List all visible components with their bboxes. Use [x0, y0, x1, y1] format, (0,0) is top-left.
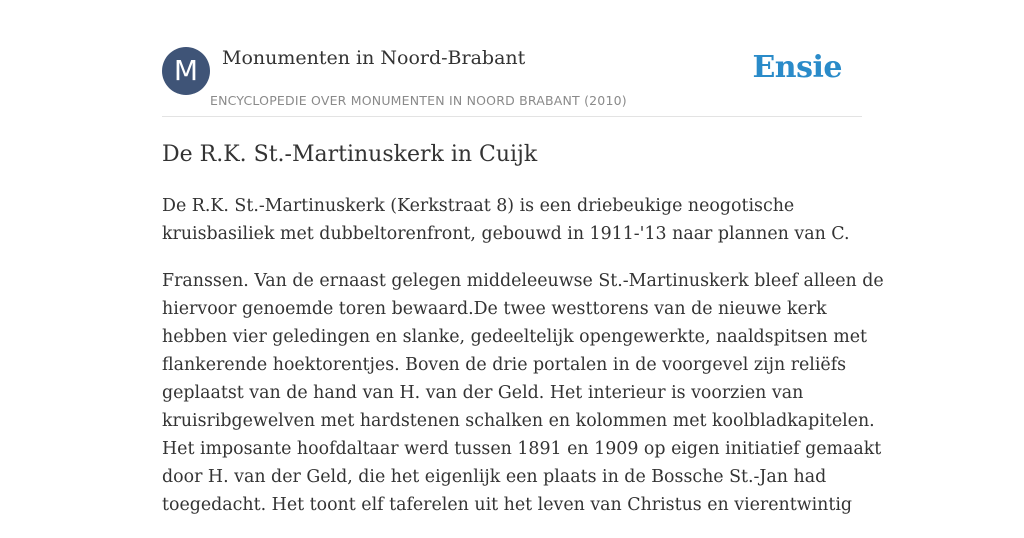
article-paragraph: [162, 267, 884, 519]
paragraph-line: Het imposante hoofdaltaar werd tussen 1891 en 1909 op eigen initiatief gemaakt: [162, 439, 882, 459]
ensie-logo[interactable]: Ensie: [752, 50, 842, 85]
paragraph-line: flankerende hoektorentjes. Boven de drie portalen in de voorgevel zijn reliëfs: [162, 355, 847, 375]
paragraph-line: geplaatst van de hand van H. van der Geld. Het interieur is voorzien van: [162, 383, 804, 403]
paragraph-line: Franssen. Van de ernaast gelegen middeleeuwse St.-Martinuskerk bleef alleen de: [162, 271, 884, 291]
paragraph-line: kruisribgewelven met hardstenen schalken en kolommen met koolbladkapitelen.: [162, 411, 875, 431]
paragraph-line: hiervoor genoemde toren bewaard.De twee westtorens van de nieuwe kerk: [162, 299, 827, 319]
site-header: [162, 0, 862, 117]
site-title[interactable]: Monumenten in Noord-Brabant: [222, 47, 526, 69]
page-container: [162, 0, 884, 515]
paragraph-line: door H. van der Geld, die het eigenlijk een plaats in de Bossche St.-Jan had: [162, 467, 827, 487]
article-paragraph: [162, 192, 862, 248]
article-title: De R.K. St.-Martinuskerk in Cuijk: [162, 142, 538, 167]
paragraph-line: kruisbasiliek met dubbeltorenfront, gebouwd in 1911-'13 naar plannen van C.: [162, 224, 850, 244]
article-body: [162, 192, 884, 538]
paragraph-line: toegedacht. Het toont elf taferelen uit het leven van Christus en vierentwintig: [162, 495, 853, 515]
site-subtitle: ENCYCLOPEDIE OVER MONUMENTEN IN NOORD BRABANT (2010): [210, 93, 627, 108]
paragraph-line: hebben vier geledingen en slanke, gedeeltelijk opengewerkte, naaldspitsen met: [162, 327, 867, 347]
paragraph-line: De R.K. St.-Martinuskerk (Kerkstraat 8) is een driebeukige neogotische: [162, 196, 795, 216]
site-avatar[interactable]: M: [162, 47, 210, 95]
